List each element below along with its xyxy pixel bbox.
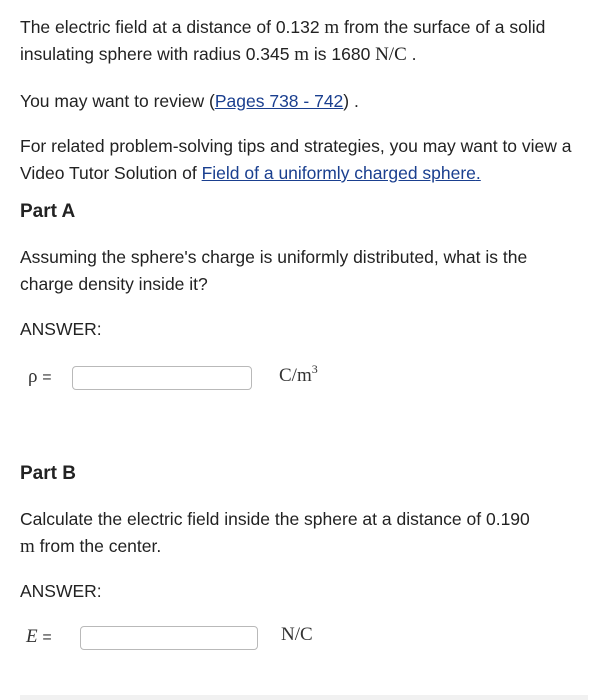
part-a-answer-label: ANSWER: — [20, 319, 102, 339]
question-text: Calculate the electric field inside the sphere at a distance of — [20, 509, 486, 529]
statement-text: is — [309, 44, 332, 64]
part-b-title: Part B — [20, 463, 76, 484]
bottom-divider — [20, 695, 588, 700]
electric-field-unit: N/C — [281, 624, 313, 645]
review-suffix: ) . — [343, 91, 359, 111]
rho-variable-label — [28, 366, 52, 388]
center-distance-value: 0.190 — [485, 509, 530, 529]
statement-text: The electric field at a distance of — [20, 17, 276, 37]
equals-sign: = — [42, 369, 52, 386]
radius-unit: m — [289, 44, 310, 65]
problem-statement — [20, 14, 588, 68]
video-tutor-link-period: . — [475, 163, 481, 183]
e-variable-label — [26, 626, 52, 648]
field-unit: N/C — [370, 44, 407, 65]
review-prefix: You may want to review ( — [20, 91, 215, 111]
unit-base: C/m — [279, 365, 312, 386]
statement-text: . — [406, 44, 417, 64]
review-note — [20, 88, 588, 115]
part-b-answer-label: ANSWER: — [20, 581, 102, 601]
radius-value: 0.345 — [245, 44, 290, 64]
equals-sign: = — [42, 629, 52, 646]
e-symbol: E — [26, 626, 38, 647]
related-tips — [20, 133, 588, 187]
unit-exponent: 3 — [311, 362, 318, 376]
center-distance-unit: m — [20, 536, 35, 557]
rho-symbol: ρ — [28, 366, 38, 387]
charge-density-unit — [279, 362, 318, 387]
charge-density-input[interactable] — [72, 366, 252, 390]
electric-field-input[interactable] — [80, 626, 258, 650]
part-a-title: Part A — [20, 201, 76, 222]
question-text: from the center. — [34, 536, 162, 556]
field-value: 1680 — [331, 44, 371, 64]
part-b-question — [20, 506, 580, 560]
video-tutor-link[interactable]: Field of a uniformly charged sphere — [201, 163, 476, 183]
statement-text: from the surface of a solid insulating sphere with radius — [20, 17, 546, 64]
part-a-question: Assuming the sphere's charge is uniformly distributed, what is the charge density inside it? — [20, 247, 528, 294]
distance-value: 0.132 — [275, 17, 320, 37]
distance-unit: m — [319, 17, 340, 38]
related-text: For related problem-solving tips and strategies, you may want to view a Video Tutor Solution of — [20, 136, 572, 183]
review-pages-link[interactable]: Pages 738 - 742 — [214, 91, 344, 111]
